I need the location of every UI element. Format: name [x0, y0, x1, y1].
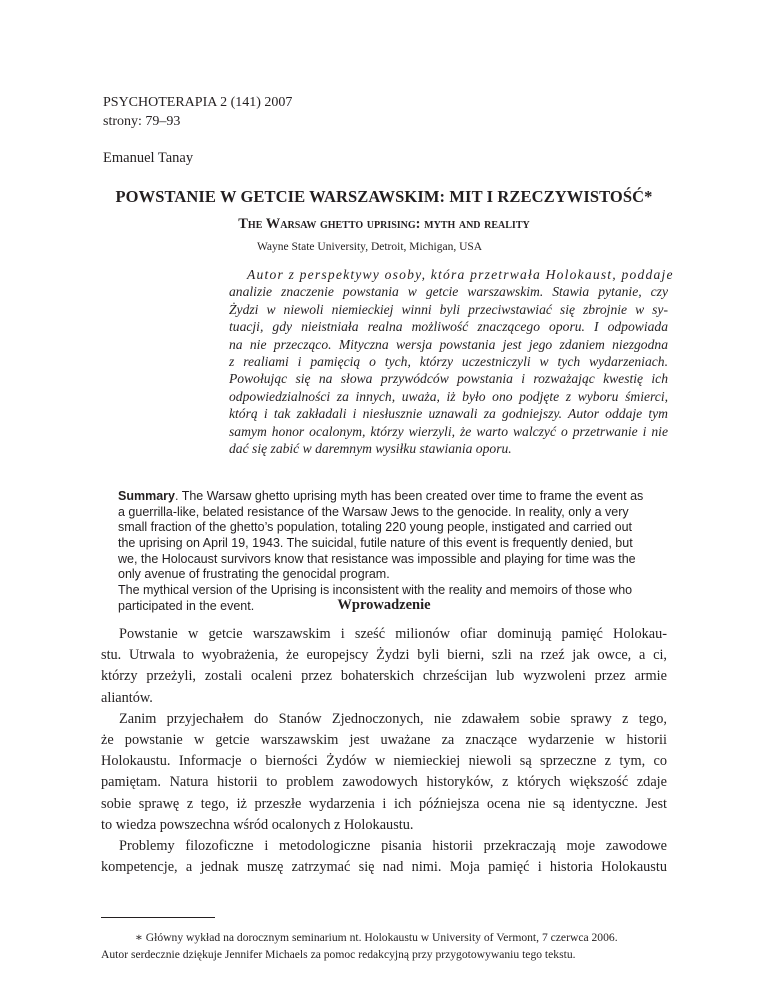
abstract-line: Autor z perspektywy osoby, która przetrwała Holokaust, poddaje	[247, 267, 674, 282]
summary-line	[118, 489, 678, 505]
body-line: Problemy filozoficzne i metodologiczne pisania historii przekraczają moje zawodowe	[119, 837, 667, 854]
footnote-divider	[101, 917, 215, 918]
body-line: Powstanie w getcie warszawskim i sześć milionów ofiar dominują pamięć Holokau-	[119, 626, 667, 642]
summary-line: only avenue of frustrating the genocidal program.	[118, 567, 390, 582]
body-line: sobie sprawę z tego, iż przeszłe wydarzenia i ich późniejsza ocena nie są identyczne. Jest	[101, 795, 667, 812]
summary-line: small fraction of the ghetto’s population, totaling 220 young people, instigated and carried out	[118, 520, 633, 535]
body-line: Zanim przyjechałem do Stanów Zjednoczonych, nie zdawałem sobie sprawy z tego,	[119, 710, 667, 727]
summary-label: Summary	[118, 489, 175, 503]
body-line: Holokaustu. Informacje o bierności Żydów w niemieckiej niewoli są sprzeczne z tym, co	[101, 753, 667, 770]
summary-line: The mythical version of the Uprising is inconsistent with the reality and memoirs of those who	[118, 583, 633, 598]
summary-first-line-text: . The Warsaw ghetto uprising myth has been created over time to frame the event as	[174, 489, 644, 503]
author-name: Emanuel Tanay	[103, 150, 194, 166]
summary-line: the uprising on April 19, 1943. The suicidal, futile nature of this event is frequently denied, but	[118, 536, 633, 551]
footnote-line: ∗ Główny wykład na dorocznym seminarium nt. Holokaustu w University of Vermont, 7 czerwca 2006.	[135, 931, 618, 944]
footnotes	[101, 929, 667, 963]
body-line: że powstanie w getcie warszawskim jest uważane za znaczące wydarzenie w historii	[101, 731, 667, 748]
article-title-english: The Warsaw ghetto uprising: myth and reality	[238, 216, 530, 232]
body-line: którzy przeżyli, zostali ocaleni przez bohaterskich chrześcijan lub wyzwoleni przez armie	[101, 668, 667, 685]
body-line: aliantów.	[101, 689, 153, 706]
abstract-line: na nie przecząco. Mityczna wersja powstania jest jego zdaniem niezgodna	[229, 336, 668, 352]
abstract-line: Żydzi w niewoli niemieckiej winni byli przeciwstawiać się zbrojnie w sy-	[229, 301, 668, 317]
abstract-line: z realiami i pamięcią o tych, którzy uczestniczyli w tych wydarzeniach.	[229, 353, 668, 369]
abstract-line: dać się zabić w daremnym wysiłku stawiania oporu.	[229, 440, 512, 456]
article-title-polish: POWSTANIE W GETCIE WARSZAWSKIM: MIT I RZECZYWISTOŚĆ*	[115, 187, 653, 206]
summary-line: participated in the event.	[118, 598, 255, 613]
body-line: to wiedza powszechna wśród ocalonych z Holokaustu.	[101, 816, 414, 833]
summary-english	[118, 489, 678, 615]
abstract-line: Powołując się na słowa przywódców powstania i rozważając kwestię ich	[229, 371, 668, 387]
abstract-line: którą i tak zakładali i niesłusznie uznawali za godniejszy. Autor oddaje tym	[229, 406, 668, 422]
journal-info: PSYCHOTERAPIA 2 (141) 2007	[103, 95, 293, 110]
author-affiliation: Wayne State University, Detroit, Michigan, USA	[257, 241, 483, 253]
summary-line: we, the Holocaust survivors know that resistance was impossible and playing for time was the	[118, 551, 636, 566]
body-text	[101, 624, 667, 878]
page-range: strony: 79–93	[103, 114, 181, 129]
abstract-line: samym honor ocalonym, którzy wierzyli, że warto walczyć o przetrwanie i nie	[229, 423, 668, 439]
summary-line: a guerrilla-like, belated resistance of the Warsaw Jews to the genocide. In reality, only a very	[118, 504, 629, 519]
abstract-line: analizie znaczenie powstania w getcie warszawskim. Stawia pytanie, czy	[229, 284, 668, 300]
footnote-line: Autor serdecznie dziękuje Jennifer Michaels za pomoc redakcyjną przy przygotowywaniu tego tekstu.	[101, 948, 576, 961]
abstract-polish	[229, 266, 674, 457]
body-line: kompetencje, a jednak muszę zatrzymać się nad nimi. Moja pamięć i historia Holokaustu	[101, 859, 667, 876]
abstract-line: odpowiedzialności za innych, uważa, iż było ono podjęte z wyboru śmierci,	[229, 388, 668, 404]
body-line: pamiętam. Natura historii to problem zawodowych historyków, z których większość zdaje	[101, 774, 667, 791]
section-heading: Wprowadzenie	[337, 597, 431, 613]
body-line: stu. Utrwala to wyobrażenia, że europejscy Żydzi byli bierni, szli na rzeź jak owce, a ci,	[101, 647, 667, 664]
abstract-line: tuacji, gdy nieistniała realna możliwość znaczącego oporu. I odpowiada	[229, 319, 668, 335]
